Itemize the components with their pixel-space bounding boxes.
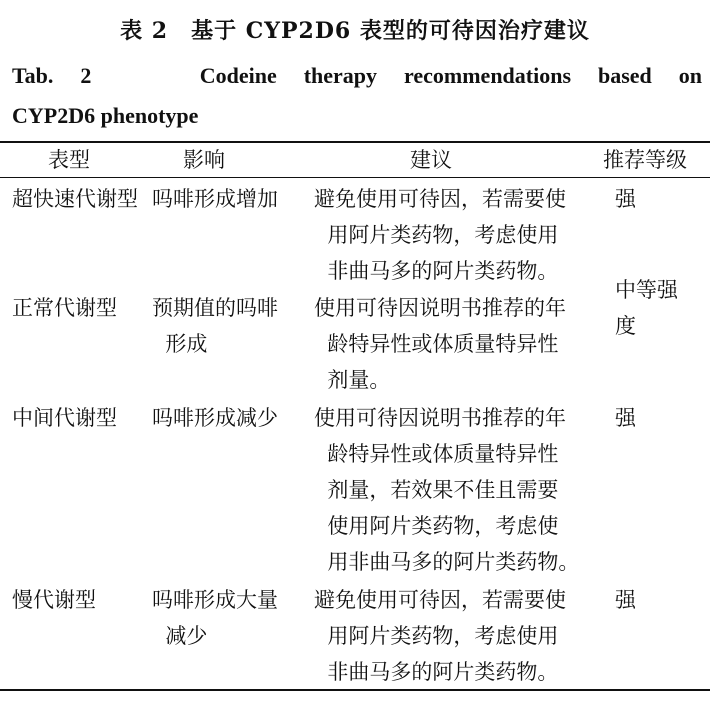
row1-advice: 避免使用可待因，若需要使 用阿片类药物，考虑使用 非曲马多的阿片类药物。	[314, 187, 566, 283]
row2-advice: 使用可待因说明书推荐的年 龄特异性或体质量特异性 剂量。	[314, 296, 566, 392]
row2-phenotype: 正常代谢型	[12, 296, 117, 320]
column-header-grade: 推荐等级	[603, 148, 687, 172]
row4-advice: 避免使用可待因，若需要使 用阿片类药物，考虑使用 非曲马多的阿片类药物。	[314, 588, 566, 684]
table-caption-chinese: 表 2 基于 CYP2D6 表型的可待因治疗建议	[120, 18, 590, 44]
row3-advice: 使用可待因说明书推荐的年 龄特异性或体质量特异性 剂量，若效果不佳且需要 使用阿片类药物，考虑使 用非曲马多的阿片类药物。	[314, 406, 580, 574]
row3-phenotype: 中间代谢型	[12, 406, 117, 430]
row2-grade: 中等强 度	[615, 278, 678, 338]
row4-phenotype: 慢代谢型	[12, 588, 96, 612]
row2-effect: 预期值的吗啡 形成	[152, 296, 278, 356]
row1-phenotype: 超快速代谢型	[12, 187, 138, 211]
row4-grade: 强	[615, 588, 636, 612]
row1-effect: 吗啡形成增加	[152, 187, 278, 211]
row4-effect: 吗啡形成大量 减少	[152, 588, 278, 648]
column-header-advice: 建议	[410, 148, 452, 172]
row1-grade: 强	[615, 187, 636, 211]
table-caption-english-line1: Tab. 2 Codeine therapy recommendations based on	[12, 63, 702, 88]
row3-effect: 吗啡形成减少	[152, 406, 278, 430]
column-header-effect: 影响	[183, 148, 225, 172]
column-header-phenotype: 表型	[48, 148, 90, 172]
table-caption-english-line2: CYP2D6 phenotype	[12, 103, 199, 128]
row3-grade: 强	[615, 406, 636, 430]
